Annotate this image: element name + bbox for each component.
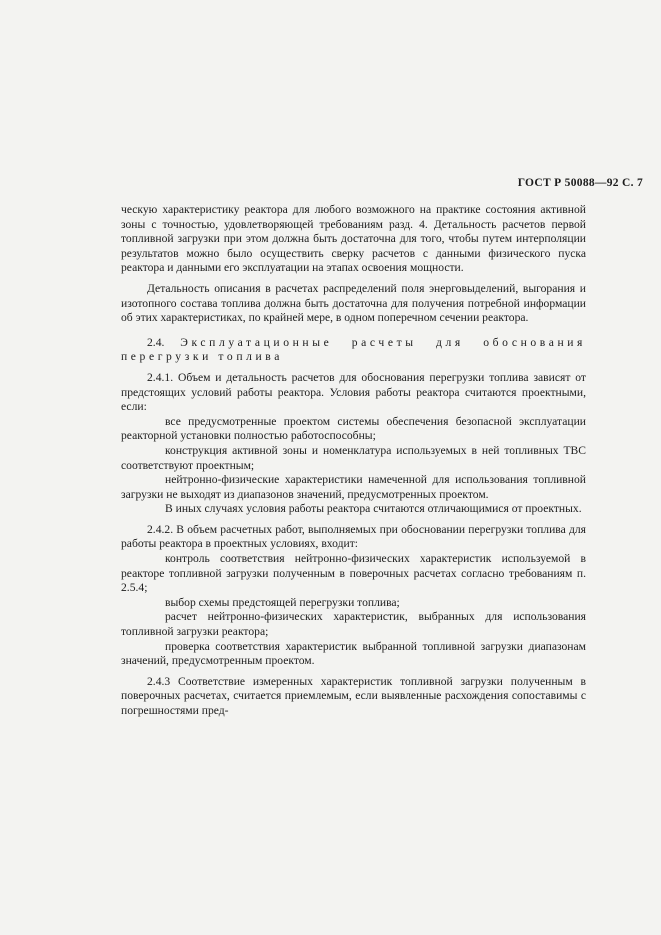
paragraph: 2.4.1. Объем и детальность расчетов для обоснования перегрузки топлива зависят от предстоящих условий работы реактора. Условия работы реактора считаются проектными, если: bbox=[121, 370, 586, 414]
section-number: 2.4. bbox=[147, 335, 165, 349]
list-item: все предусмотренные проектом системы обеспечения безопасной эксплуатации реакторной установки полностью работоспособны; bbox=[121, 414, 586, 443]
document-body bbox=[121, 203, 586, 719]
page-header: ГОСТ Р 50088—92 С. 7 bbox=[517, 177, 643, 189]
list-item: проверка соответствия характеристик выбранной топливной загрузки диапазонам значений, предусмотренным проектом. bbox=[121, 639, 586, 668]
paragraph: ческую характеристику реактора для любого возможного на практике состояния активной зоны с точностью, удовлетворяющей требованиям разд. 4. Детальность расчетов первой топливной загрузки при этом должна быть достаточна для того, чтобы путем интерполяции результатов можно было осуществить сверку расчетов с данными физического пуска реактора и данными его эксплуатации на этапах освоения мощности. bbox=[121, 203, 586, 275]
list-item: конструкция активной зоны и номенклатура используемых в ней топливных ТВС соответствуют проектным; bbox=[121, 443, 586, 472]
paragraph: В иных случаях условия работы реактора считаются отличающимися от проектных. bbox=[165, 502, 582, 516]
section-title: Эксплуатационные расчеты для обоснования перегрузки топлива bbox=[121, 335, 586, 364]
list-item: нейтронно-физические характеристики намеченной для использования топливной загрузки не выходят из диапазонов значений, предусмотренных проектом. bbox=[121, 473, 586, 501]
paragraph: 2.4.3 Соответствие измеренных характеристик топливной загрузки полученным в поверочных расчетах, считается приемлемым, если выявленные расхождения сопоставимы с погрешностями пред- bbox=[121, 674, 586, 717]
paragraph: Детальность описания в расчетах распределений поля энерговыделений, выгорания и изотопного состава топлива должна быть достаточна для получения потребной информации об этих характеристиках, по крайней мере, в одном поперечном сечении реактора. bbox=[121, 281, 586, 325]
section-heading bbox=[121, 336, 586, 365]
list-item: выбор схемы предстоящей перегрузки топлива; bbox=[165, 595, 400, 609]
list-item: расчет нейтронно-физических характеристик, выбранных для использования топливной загрузки реактора; bbox=[121, 610, 586, 639]
list-item: контроль соответствия нейтронно-физических характеристик используемой в реакторе топливной загрузки полученным в поверочных расчетах согласно требованиям п. 2.5.4; bbox=[121, 552, 586, 595]
paragraph: 2.4.2. В объем расчетных работ, выполняемых при обосновании перегрузки топлива для работы реактора в проектных условиях, входит: bbox=[121, 522, 586, 551]
